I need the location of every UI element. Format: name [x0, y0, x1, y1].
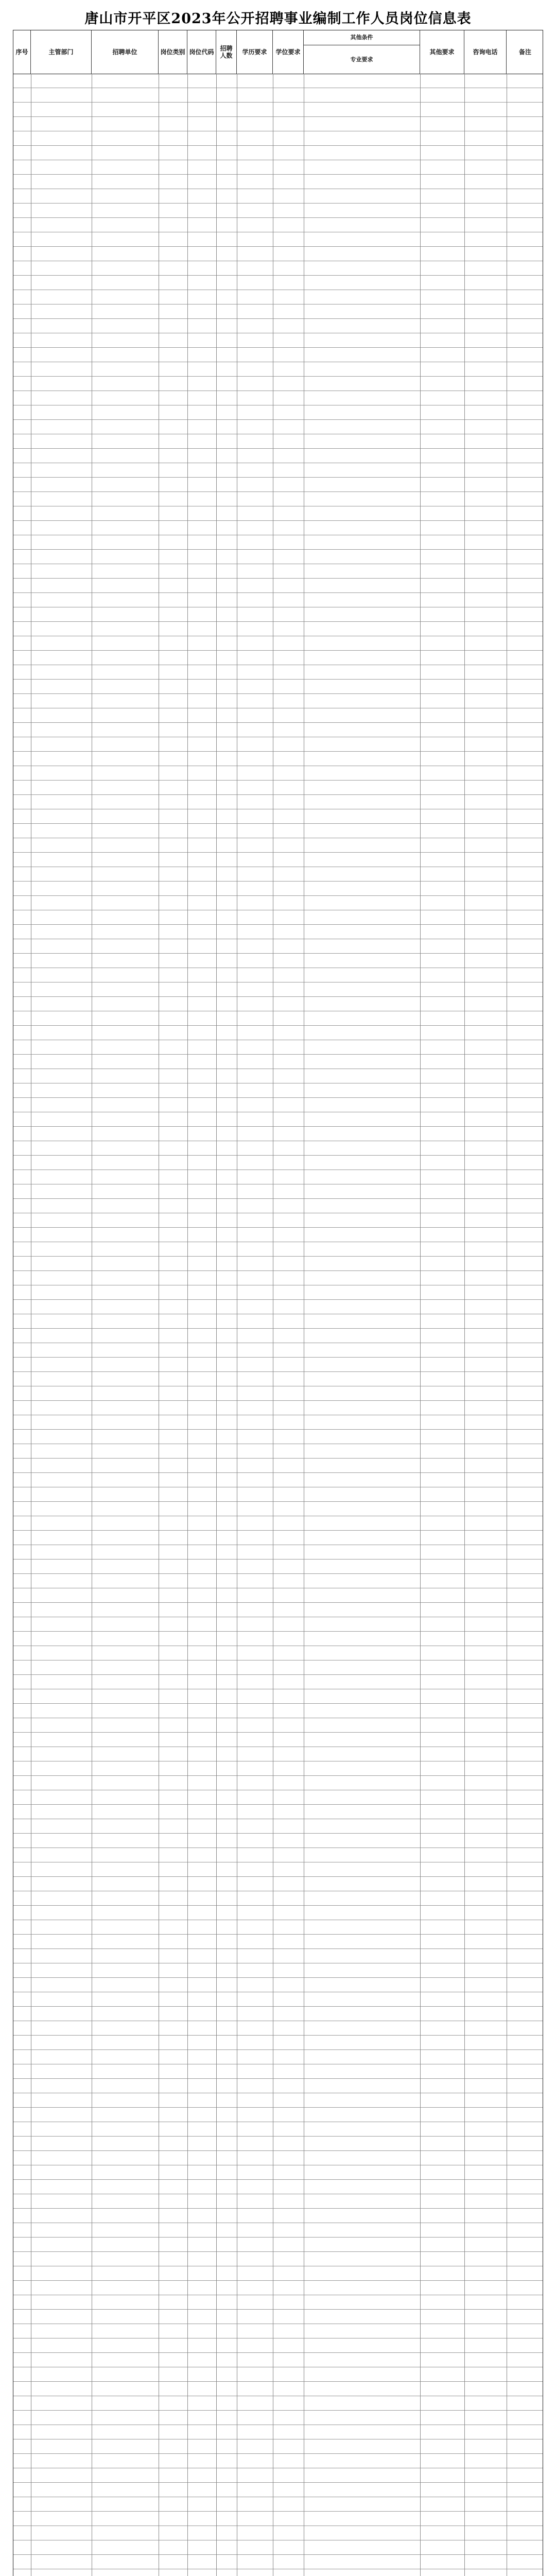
header-contact: 咨询电话 — [464, 30, 507, 74]
column-divider — [216, 74, 217, 2576]
column-divider — [420, 74, 421, 2576]
table-body — [13, 74, 543, 2576]
header-unit: 招聘单位 — [92, 30, 159, 74]
row-gridlines — [13, 74, 543, 2576]
column-divider — [187, 74, 188, 2576]
header-conditions — [304, 30, 420, 74]
column-divider — [464, 74, 465, 2576]
header-major: 专业要求 — [350, 56, 373, 63]
header-post-type: 岗位类别 — [159, 30, 187, 74]
table-header — [13, 30, 543, 74]
header-note: 备注 — [518, 48, 531, 56]
header-dept: 主管部门 — [31, 30, 92, 74]
page-title: 唐山市开平区2023年公开招聘事业编制工作人员岗位信息表 — [84, 11, 472, 27]
header-degree: 学位要求 — [273, 30, 304, 74]
header-conditions-group: 其他条件 — [304, 30, 420, 45]
header-no: 序号 — [13, 30, 31, 74]
header-count: 招聘人数 — [216, 30, 237, 74]
position-table — [13, 30, 543, 2576]
header-other: 其他要求 — [420, 30, 464, 74]
header-education: 学历要求 — [237, 30, 273, 74]
header-post-code: 岗位代码 — [187, 30, 216, 74]
